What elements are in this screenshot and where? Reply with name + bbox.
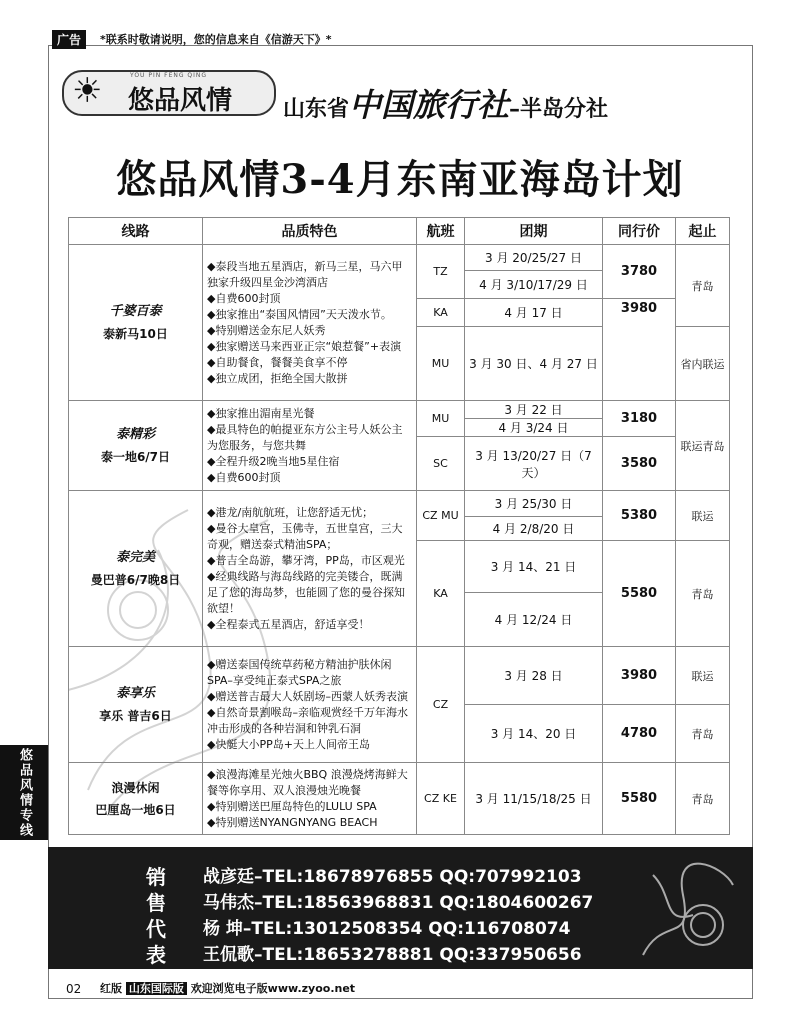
price-cell: 3580 [603, 437, 676, 491]
price-cell: 5580 [603, 541, 676, 647]
flight-cell: CZ KE [417, 763, 465, 835]
flight-cell: CZ MU [417, 491, 465, 541]
date-cell: 3 月 13/20/27 日（7 天） [465, 437, 603, 491]
table-header [69, 218, 730, 245]
city-cell: 联运 [676, 491, 730, 541]
date-cell: 4 月 17 日 [465, 299, 603, 327]
flight-cell: KA [417, 541, 465, 647]
date-cell: 4 月 12/24 日 [465, 593, 603, 647]
ad-note: *联系时敬请说明，您的信息来自《信游天下》* [100, 33, 332, 46]
sales-contact: 马伟杰–TEL:18563968831 QQ:1804600267 [203, 893, 594, 913]
route-cell: 浪漫休闲 巴厘岛一地6日 [69, 763, 203, 835]
date-cell: 4 月 3/10/17/29 日 [465, 271, 603, 299]
flight-cell: TZ [417, 245, 465, 299]
route-cell: 泰精彩 泰一地6/7日 [69, 401, 203, 491]
route-cell: 千婆百泰 泰新马10日 [69, 245, 203, 401]
col-header: 团期 [465, 218, 603, 245]
date-cell: 4 月 2/8/20 日 [465, 517, 603, 541]
date-cell: 4 月 3/24 日 [465, 419, 603, 437]
city-cell: 青岛 [676, 541, 730, 647]
page-number: 02 [66, 982, 82, 996]
city-cell: 青岛 [676, 705, 730, 763]
date-cell: 3 月 25/30 日 [465, 491, 603, 517]
flight-cell: CZ [417, 647, 465, 763]
sales-contact: 战彦廷–TEL:18678976855 QQ:707992103 [203, 867, 582, 887]
col-header: 航班 [417, 218, 465, 245]
price-cell: 3780 [603, 245, 676, 299]
sales-contact: 杨 坤–TEL:13012508354 QQ:116708074 [203, 919, 571, 939]
date-cell: 3 月 20/25/27 日 [465, 245, 603, 271]
city-cell: 联运青岛 [676, 401, 730, 491]
sales-footer [48, 847, 753, 969]
flight-cell: SC [417, 437, 465, 491]
sales-label: 表 [146, 943, 166, 967]
date-cell: 3 月 11/15/18/25 日 [465, 763, 603, 835]
city-cell: 省内联运 [676, 327, 730, 401]
date-cell: 3 月 22 日 [465, 401, 603, 419]
city-cell: 青岛 [676, 245, 730, 327]
edition-bar: 红版 山东国际版 欢迎浏览电子版www.zyoo.net [100, 982, 356, 995]
page-title: 悠品风情3-4月东南亚海岛计划 [116, 156, 684, 203]
tour-table [68, 217, 730, 835]
sales-label: 销 [146, 865, 166, 889]
col-header: 线路 [69, 218, 203, 245]
city-cell: 青岛 [676, 763, 730, 835]
city-cell: 联运 [676, 647, 730, 705]
date-cell: 3 月 28 日 [465, 647, 603, 705]
sales-label: 售 [146, 891, 166, 915]
col-header: 品质特色 [203, 218, 417, 245]
features-cell: ◆泰段当地五星酒店，新马三星，马六甲独家升级四星金沙湾酒店 ◆自费600封顶 ◆独家推出“泰国风情园”天天泼水节。 ◆特别赠送金东尼人妖秀 ◆独家赠送马来西亚正宗“娘惹餐”+表演 ◆自助餐食，餐餐美食享不停 ◆独立成团，拒绝全国大散拼 [203, 245, 417, 401]
features-cell: ◆赠送泰国传统草药秘方精油护肤休闲SPA–享受纯正泰式SPA之旅 ◆赠送普吉最大人妖剧场–西蒙人妖秀表演 ◆自然奇景割喉岛–亲临观赏经千万年海水冲击形成的各种岩洞和钟乳石洞 ◆快艇大小PP岛+天上人间帝王岛 [203, 647, 417, 763]
features-cell: ◆浪漫海滩星光烛火BBQ 浪漫烧烤海鲜大餐等你享用、双人浪漫烛光晚餐 ◆特别赠送巴厘岛特色的LULU SPA ◆特别赠送NYANGNYANG BEACH [203, 763, 417, 835]
price-cell: 4780 [603, 705, 676, 763]
date-cell: 3 月 14、20 日 [465, 705, 603, 763]
date-cell: 3 月 14、21 日 [465, 541, 603, 593]
agency-name: 山东省中国旅行社–半岛分社 [283, 86, 609, 124]
flight-cell: KA [417, 299, 465, 327]
flight-cell: MU [417, 327, 465, 401]
side-tab: 悠品风情专线 [0, 745, 48, 840]
route-cell: 泰享乐 享乐 普吉6日 [69, 647, 203, 763]
ad-tag: 广告 [52, 30, 86, 49]
sun-icon: ☀ [72, 71, 103, 111]
price-cell: 3180 [603, 401, 676, 437]
floral-decoration [633, 855, 743, 965]
col-header: 起止 [676, 218, 730, 245]
price-cell: 3980 [603, 647, 676, 705]
logo-text: 悠品风情 [128, 86, 233, 116]
sales-contact: 王侃歌–TEL:18653278881 QQ:337950656 [203, 945, 582, 965]
logo-small-text: YOU PIN FENG QING [130, 72, 208, 79]
date-cell: 3 月 30 日、4 月 27 日 [465, 327, 603, 401]
sales-label: 代 [146, 917, 166, 941]
route-cell: 泰完美 曼巴普6/7晚8日 [69, 491, 203, 647]
price-cell: 5380 [603, 491, 676, 541]
price-cell: 3980 [603, 299, 676, 401]
flight-cell: MU [417, 401, 465, 437]
price-cell: 5580 [603, 763, 676, 835]
features-cell: ◆港龙/南航航班，让您舒适无忧； ◆曼谷大皇宫，玉佛寺，五世皇宫，三大奇观，赠送泰式精油SPA； ◆普吉全岛游，攀牙湾，PP岛，市区观光 ◆经典线路与海岛线路的完美镂合，既满足了您的海岛梦，也能圆了您的曼谷探知欲望！ ◆全程泰式五星酒店，舒适享受！ [203, 491, 417, 647]
features-cell: ◆独家推出湄南星光餐 ◆最具特色的帕提亚东方公主号人妖公主为您服务，与您共舞 ◆全程升级2晚当地5星住宿 ◆自费600封顶 [203, 401, 417, 491]
col-header: 同行价 [603, 218, 676, 245]
